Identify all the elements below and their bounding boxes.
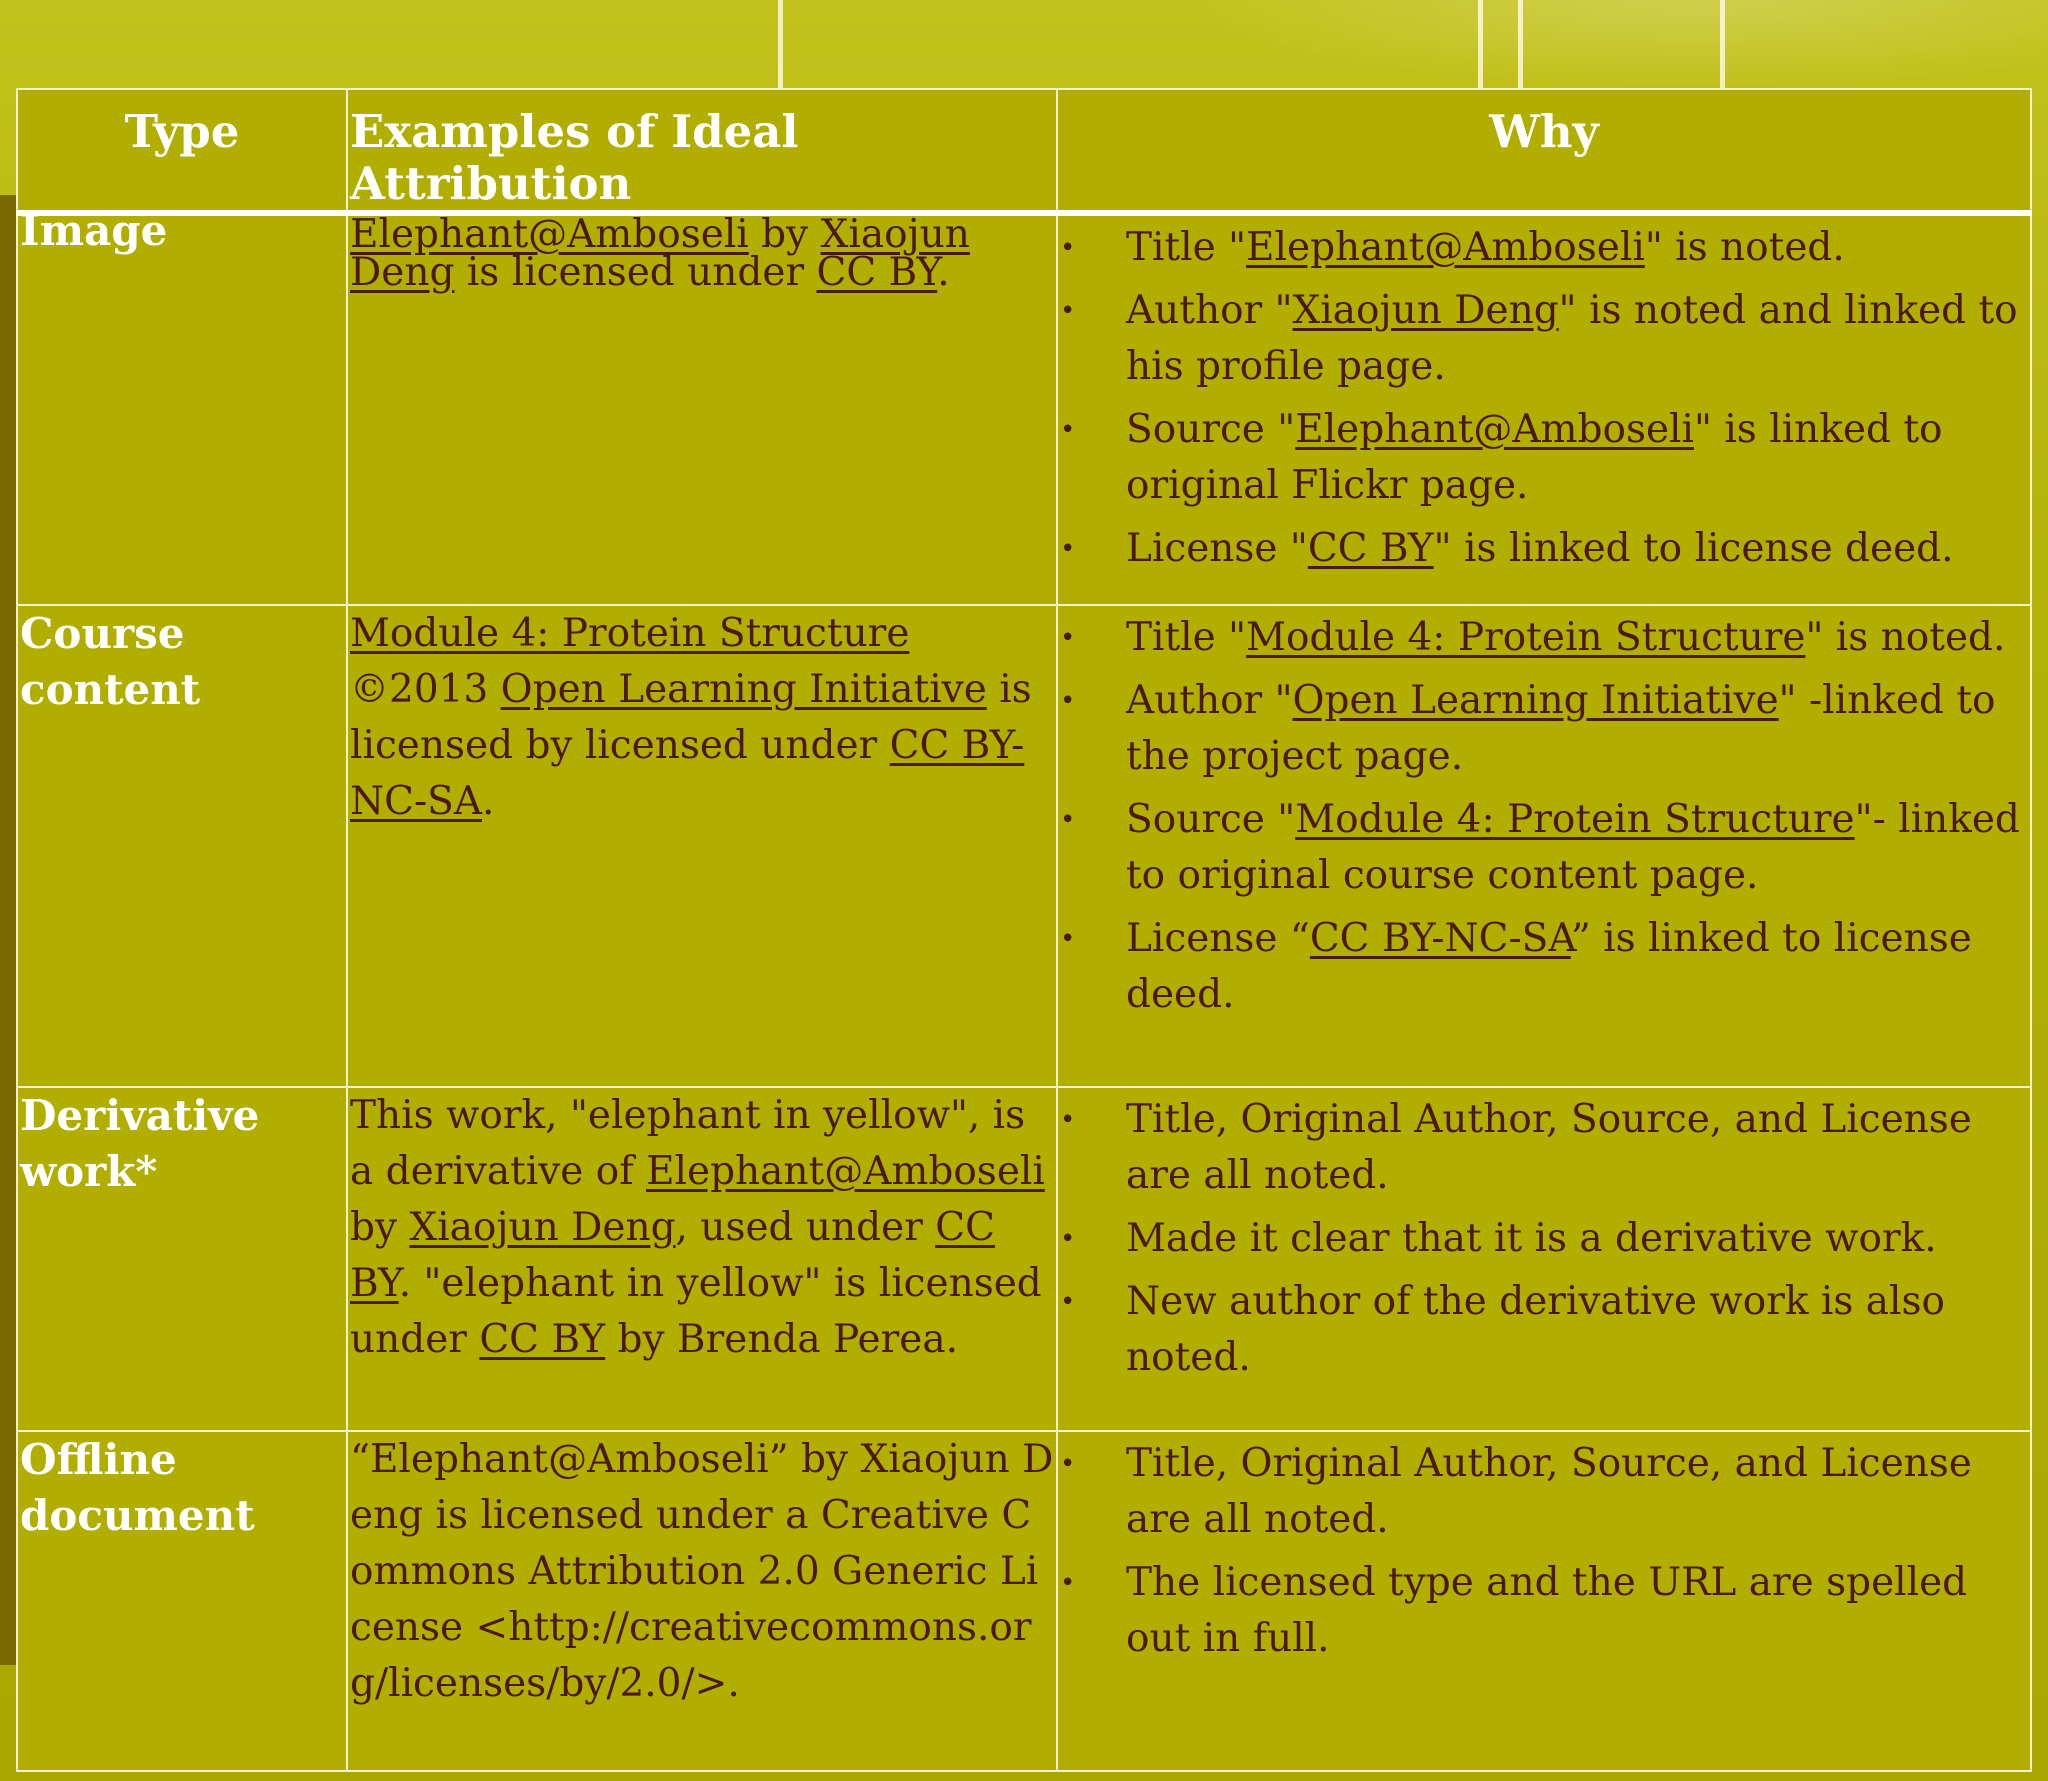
author-link[interactable]: Xiaojun Deng — [350, 212, 970, 295]
why-text: "- linked to original course content page. — [1126, 797, 2020, 898]
why-text: The licensed type and the URL are spelled out in full. — [1126, 1560, 1968, 1661]
why-text: " is linked to original Flickr page. — [1126, 407, 1943, 508]
why-item — [1058, 402, 2030, 514]
why-text: Author " — [1126, 678, 1293, 723]
why-item — [1058, 1436, 2030, 1548]
why-cell — [1057, 213, 2031, 605]
why-text: Title, Original Author, Source, and License are all noted. — [1126, 1441, 1972, 1542]
why-item — [1058, 610, 2030, 666]
license-link[interactable]: CC BY — [350, 1205, 995, 1306]
bullet-icon: • — [1060, 924, 1076, 954]
source-link[interactable]: Elephant@Amboseli — [1295, 407, 1694, 452]
why-text: Source " — [1126, 797, 1296, 842]
header-examples: Examples of Ideal Attribution — [347, 89, 1057, 213]
type-cell: Course content — [17, 605, 347, 1087]
bullet-icon: • — [1060, 1105, 1076, 1135]
title-link[interactable]: Elephant@Amboseli — [646, 1149, 1045, 1194]
author-link[interactable]: Open Learning Initiative — [500, 667, 987, 712]
background-decoration-line — [778, 0, 783, 95]
background-decoration-line — [1720, 0, 1725, 95]
license-link[interactable]: CC BY — [1307, 526, 1434, 571]
why-item — [1058, 1211, 2030, 1267]
background-decoration-line — [1478, 0, 1483, 95]
example-cell — [347, 213, 1057, 605]
why-text: " is linked to license deed. — [1433, 526, 1954, 571]
example-text: by Brenda Perea. — [605, 1317, 958, 1362]
type-cell: Offline document — [17, 1431, 347, 1771]
why-text: Made it clear that it is a derivative work. — [1126, 1216, 1937, 1261]
title-link[interactable]: Elephant@Amboseli — [1246, 225, 1645, 270]
why-text: " is noted and linked to his profile page. — [1126, 288, 2018, 389]
example-text: is licensed by licensed under — [350, 667, 1032, 768]
license-link[interactable]: CC BY — [816, 250, 938, 295]
why-list — [1058, 1436, 2030, 1667]
example-text: . — [937, 250, 950, 295]
background-decoration-line — [1518, 0, 1523, 95]
why-text: Title, Original Author, Source, and License are all noted. — [1126, 1097, 1972, 1198]
bullet-icon: • — [1060, 1287, 1076, 1317]
why-text: New author of the derivative work is also noted. — [1126, 1279, 1945, 1380]
why-text: " is noted. — [1805, 615, 2006, 660]
bullet-icon: • — [1060, 686, 1076, 716]
author-link[interactable]: Open Learning Initiative — [1292, 678, 1779, 723]
why-text: " -linked to the project page. — [1126, 678, 1996, 779]
why-item — [1058, 911, 2030, 1023]
why-cell — [1057, 605, 2031, 1087]
table-row-image — [17, 213, 2031, 605]
why-text: License " — [1126, 526, 1308, 571]
example-text: is licensed under — [454, 250, 817, 295]
why-list — [1058, 610, 2030, 1023]
why-text: Author " — [1126, 288, 1293, 333]
attribution-table — [16, 88, 2032, 1772]
example-cell: “Elephant@Amboseli” by Xiaojun Deng is licensed under a Creative Commons Attribution 2.0 Generic License <http://creativecommons.org/licenses/by/2.0/>. — [347, 1431, 1057, 1771]
bullet-icon: • — [1060, 534, 1076, 564]
why-text: Title " — [1126, 225, 1247, 270]
example-text: by — [748, 212, 821, 257]
source-link[interactable]: Module 4: Protein Structure — [1295, 797, 1855, 842]
table-row-offline-document — [17, 1431, 2031, 1771]
background-left-stripe — [0, 195, 16, 1665]
example-text: by — [350, 1205, 410, 1250]
why-cell — [1057, 1087, 2031, 1431]
why-text: " is noted. — [1644, 225, 1845, 270]
type-cell: Image — [17, 213, 347, 605]
why-text: License “ — [1126, 916, 1310, 961]
title-link[interactable]: Module 4: Protein Structure — [1246, 615, 1806, 660]
type-cell: Derivative work* — [17, 1087, 347, 1431]
bullet-icon: • — [1060, 1449, 1076, 1479]
title-link[interactable]: Module 4: Protein Structure — [350, 611, 910, 656]
bullet-icon: • — [1060, 233, 1076, 263]
table-header-row — [17, 89, 2031, 213]
header-why: Why — [1057, 89, 2031, 213]
author-link[interactable]: Xiaojun Deng — [409, 1205, 676, 1250]
why-cell — [1057, 1431, 2031, 1771]
example-cell — [347, 1087, 1057, 1431]
why-item — [1058, 521, 2030, 577]
why-item — [1058, 673, 2030, 785]
example-text: , used under — [675, 1205, 936, 1250]
license-link[interactable]: CC BY-NC-SA — [1309, 916, 1571, 961]
why-item — [1058, 1274, 2030, 1386]
why-text: Title " — [1126, 615, 1247, 660]
bullet-icon: • — [1060, 623, 1076, 653]
bullet-icon: • — [1060, 296, 1076, 326]
table-row-course-content — [17, 605, 2031, 1087]
why-item — [1058, 1092, 2030, 1204]
table-row-derivative-work — [17, 1087, 2031, 1431]
bullet-icon: • — [1060, 1568, 1076, 1598]
bullet-icon: • — [1060, 1224, 1076, 1254]
example-text: . "elephant in yellow" is licensed under — [350, 1261, 1042, 1362]
why-list — [1058, 1092, 2030, 1386]
why-item — [1058, 1555, 2030, 1667]
example-text: ©2013 — [350, 667, 501, 712]
bullet-icon: • — [1060, 415, 1076, 445]
license-link[interactable]: CC BY — [479, 1317, 606, 1362]
why-item — [1058, 220, 2030, 276]
license-link[interactable]: CC BY-NC-SA — [350, 723, 1025, 824]
author-link[interactable]: Xiaojun Deng — [1292, 288, 1559, 333]
example-text: This work, "elephant in yellow", is a derivative of — [350, 1093, 1026, 1194]
title-link[interactable]: Elephant@Amboseli — [350, 212, 749, 257]
example-cell — [347, 605, 1057, 1087]
why-text: ” is linked to license deed. — [1126, 916, 1972, 1017]
why-item — [1058, 283, 2030, 395]
background-glow — [1180, 0, 2048, 90]
example-text: . — [482, 779, 495, 824]
bullet-icon: • — [1060, 805, 1076, 835]
header-type: Type — [17, 89, 347, 213]
why-item — [1058, 792, 2030, 904]
why-list — [1058, 220, 2030, 577]
why-text: Source " — [1126, 407, 1296, 452]
